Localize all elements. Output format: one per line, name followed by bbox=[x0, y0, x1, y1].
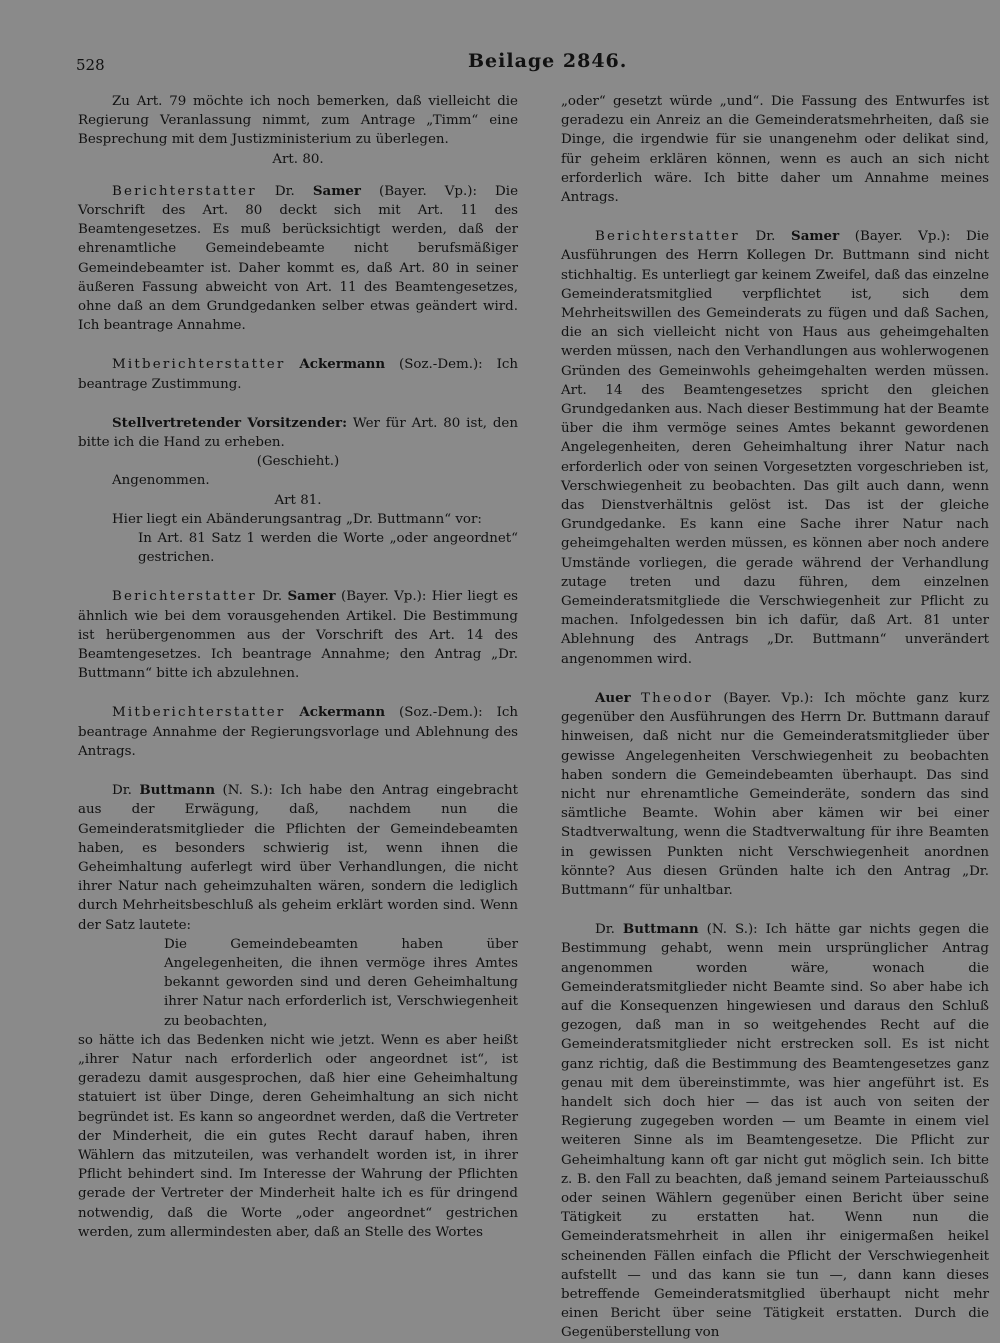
paragraph bbox=[561, 920, 989, 1342]
text-run: Hier liegt ein Abänderungsantrag „Dr. Buttmann“ vor: bbox=[112, 511, 482, 527]
text-run: Art 81. bbox=[274, 492, 322, 508]
text-run: (Geschieht.) bbox=[256, 454, 340, 470]
speaker-name: Ackermann bbox=[299, 356, 386, 373]
article-heading bbox=[78, 150, 518, 169]
speaker-name: Samer bbox=[791, 228, 840, 245]
text-run: Dr. bbox=[256, 183, 313, 199]
text-run: (Soz.-Dem.): Ich beantrage Annahme der Regierungsvorlage und Ablehnung des Antrags. bbox=[78, 705, 518, 759]
paragraph bbox=[78, 414, 518, 452]
paragraph bbox=[561, 689, 989, 900]
text-run: Dr. bbox=[739, 229, 792, 245]
speaker-name: Buttmann bbox=[139, 782, 216, 799]
speaker-name: Samer bbox=[312, 182, 361, 199]
paragraph bbox=[78, 587, 518, 683]
text-run: (N. S.): Ich habe den Antrag eingebracht aus der Erwägung, daß, nachdem nun die Gemeinderatsmitglieder die Pflichten der Gemeindebeamten haben, es besonders schwierig ist, wenn ihnen die Geheimhaltung auferlegt wird über Verhandlungen, die nicht ihrer Natur nach geheimzuhalten wären, sondern die lediglich durch Mehrheitsbeschluß als geheim erklärt worden sind. Wenn der Satz lautete: bbox=[78, 783, 518, 933]
paragraph bbox=[561, 92, 989, 207]
text-run: Dr. bbox=[256, 589, 288, 605]
block-quote bbox=[78, 935, 518, 1031]
text-run: Dr. bbox=[595, 922, 623, 938]
right-column bbox=[561, 92, 989, 1343]
paragraph bbox=[78, 92, 518, 150]
paragraph bbox=[78, 510, 518, 529]
paragraph bbox=[78, 471, 518, 490]
text-run: Zu Art. 79 möchte ich noch bemerken, daß vielleicht die Regierung Veranlassung nimmt, zum Antrage „Timm“ eine Besprechung mit dem Justizministerium zu überlegen. bbox=[78, 94, 518, 148]
paragraph bbox=[78, 1031, 518, 1242]
text-run: Dr. bbox=[112, 783, 140, 799]
speaker-name: Samer bbox=[287, 588, 336, 605]
left-column bbox=[78, 92, 518, 1242]
paragraph bbox=[78, 703, 518, 761]
text-run bbox=[286, 705, 300, 720]
text-run: (Bayer. Vp.): Ich möchte ganz kurz gegenüber den Ausführungen des Herrn Dr. Buttmann darauf hinweisen, daß nicht nur die Gemeinderatsmitglieder über gewisse Angelegenheiten Verschwiegenheit zu beobachten haben sondern die Gemeindebeamten überhaupt. Das sind nicht nur ehrenamtliche Gemeinderäte, sondern das sind sämtliche Beamte. Wohin aber kämen wir bei einer Stadtverwaltung, wenn die Stadtverwaltung für ihre Beamten in gewissen Punkten nicht Verschwiegenheit anordnen könnte? Aus diesen Gründen halte ich den Antrag „Dr. Buttmann“ für unhaltbar. bbox=[561, 690, 989, 898]
text-run: (Bayer. Vp.): Die Ausführungen des Herrn Kollegen Dr. Buttmann sind nicht stichhaltig. Es unterliegt gar keinem Zweifel, daß das einzelne Gemeinderatsmitglied verpflichtet ist, sich dem Mehrheitswillen des Gemeinderats zu fügen und daß Sachen, die an sich vielleicht nicht von Haus aus geheimgehalten werden müssen, nach den Verhandlungen aus wohlerwogenen Gründen des Gemeinwohls geheimgehalten werden müssen. Art. 14 des Beamtengesetzes spricht den gleichen Grundgedanken aus. Nach dieser Bestimmung hat der Beamte über die ihm vermöge seines Amtes bekannt gewordenen Angelegenheiten, deren Geheimhaltung ihrer Natur nach erforderlich oder von seinen Vorgesetzten vorgeschrieben ist, Verschwiegenheit zu beobachten. Das gilt auch dann, wenn das Dienstverhältnis gelöst ist. Das ist der gleiche Grundgedanke. Es kann eine Sache ihrer Natur nach geheimgehalten werden müssen, es können aber noch andere Umstände vorliegen, die gerade während der Verhandlung zutage treten und dazu führen, dem einzelnen Gemeinderatsmitgliede die Verschwiegenheit zur Pflicht zu machen. Infolgedessen bin ich dafür, daß Art. 81 unter Ablehnung des Antrags „Dr. Buttmann“ unverändert angenommen wird. bbox=[561, 229, 990, 667]
speaker-name: Stellvertretender Vorsitzender: bbox=[112, 414, 348, 431]
text-run: (Soz.-Dem.): Ich beantrage Zustimmung. bbox=[78, 357, 518, 392]
text-run: Art. 80. bbox=[272, 151, 324, 167]
paragraph bbox=[78, 182, 518, 336]
text-run: (Bayer. Vp.): Hier liegt es ähnlich wie bei dem vorausgehenden Artikel. Die Bestimmung ist herübergenommen aus der Vorschrift des Art. 14 des Beamtengesetzes. Ich beantrage Annahme; den Antrag „Dr. Buttmann“ bitte ich abzulehnen. bbox=[78, 589, 519, 682]
page-number: 528 bbox=[76, 56, 105, 74]
speaker-name: Buttmann bbox=[622, 921, 699, 938]
text-run bbox=[631, 691, 641, 706]
text-run: (Bayer. Vp.): Die Vorschrift des Art. 80 deckt sich mit Art. 11 des Beamtengesetzes. Es muß berücksichtigt werden, daß der ehrenamtliche Gemeindebeamte nicht berufsmäßiger Gemeindebeamter ist. Daher kommt es, daß Art. 80 in seiner äußeren Fassung abweicht von Art. 11 des Beamtengesetzes, ohne daß an dem Grundgedanken selber etwas geändert wird. Ich beantrage Annahme. bbox=[78, 183, 518, 334]
speaker-name: Auer bbox=[595, 689, 631, 706]
text-run: Wer für Art. 80 ist, den bitte ich die Hand zu erheben. bbox=[78, 415, 518, 451]
paragraph bbox=[78, 781, 518, 935]
text-run: In Art. 81 Satz 1 werden die Worte „oder angeordnet“ gestrichen. bbox=[138, 531, 518, 566]
speaker-name: Ackermann bbox=[299, 704, 386, 721]
text-run bbox=[286, 357, 300, 372]
text-run: „oder“ gesetzt würde „und“. Die Fassung des Entwurfes ist geradezu ein Anreiz an die Gemeinderatsmehrheiten, daß sie Dinge, die irgendwie für sie unangenehm oder delikat sind, für geheim erklären können, wenn es auch an sich nicht erforderlich wäre. Ich bitte daher um Annahme meines Antrags. bbox=[561, 94, 989, 206]
parenthetical bbox=[78, 452, 518, 471]
article-heading bbox=[78, 491, 518, 510]
paragraph bbox=[78, 355, 518, 393]
text-run: (N. S.): Ich hätte gar nichts gegen die Bestimmung gehabt, wenn mein ursprünglicher Antrag angenommen worden wäre, wonach die Gemeinderatsmitglieder nicht Beamte sind. So aber habe ich auf die Konsequenzen hingewiesen und daraus den Schluß gezogen, daß man in so weitgehendes Recht auf die Gemeinderatsmitglieder nicht erstrecken soll. Es ist nicht ganz richtig, daß die Bestimmung des Beamtengesetzes ganz genau mit dem übereinstimmte, was hier angeführt ist. Es handelt sich doch hier — das ist auch von seiten der Regierung zugegeben worden — um Beamte in einem viel weiteren Sinne als im Beamtengesetze. Die Pflicht zur Geheimhaltung kann oft gar nicht gut möglich sein. Ich bitte z. B. den Fall zu beachten, daß jemand seinem Parteiausschuß oder seinen Wählern gegenüber einen Bericht über seine Tätigkeit zu erstatten hat. Wenn nun die Gemeinderatsmehrheit in allen ihr einigermaßen heikel scheinenden Fällen einfach die Pflicht der Verschwiegenheit aufstellt — und das kann sie tun —, dann kann dieses betreffende Gemeinderatsmitglied überhaupt nicht mehr einen Bericht über seine Tätigkeit erstatten. Durch die Gegenüberstellung von bbox=[561, 922, 989, 1341]
page-title: Beilage 2846. bbox=[468, 50, 628, 72]
text-run: so hätte ich das Bedenken nicht wie jetzt. Wenn es aber heißt „ihrer Natur nach erforderlich oder angeordnet ist“, ist geradezu damit ausgesprochen, daß hier eine Geheimhaltung statuiert ist über Dinge, deren Geheimhaltung an sich nicht begründet ist. Es kann so angeordnet werden, daß die Vertreter der Minderheit, die ein gutes Recht darauf haben, ihren Wählern das mitzuteilen, was verhandelt worden ist, in ihrer Pflicht behindert sind. Im Interesse der Wahrung der Pflichten gerade der Vertreter der Minderheit halte ich es für dringend notwendig, daß die Worte „oder angeordnet“ gestrichen werden, zum allermindesten aber, daß an Stelle des Wortes bbox=[78, 1032, 518, 1240]
speaker-role: Mitberichterstatter bbox=[112, 357, 286, 373]
speaker-role: Mitberichterstatter bbox=[112, 705, 286, 721]
amendment-text bbox=[78, 529, 518, 567]
paragraph bbox=[561, 227, 989, 669]
speaker-role: Berichterstatter bbox=[112, 183, 257, 199]
text-run: Die Gemeindebeamten haben über Angelegenheiten, die ihnen vermöge ihres Amtes bekannt geworden sind und deren Geheimhaltung ihrer Natur nach erforderlich ist, Verschwiegenheit zu beobachten, bbox=[164, 936, 518, 1029]
speaker-role: Berichterstatter bbox=[112, 589, 257, 605]
speaker-role: Berichterstatter bbox=[595, 229, 740, 245]
text-run: Angenommen. bbox=[112, 473, 210, 489]
speaker-role: Theodor bbox=[641, 690, 714, 706]
